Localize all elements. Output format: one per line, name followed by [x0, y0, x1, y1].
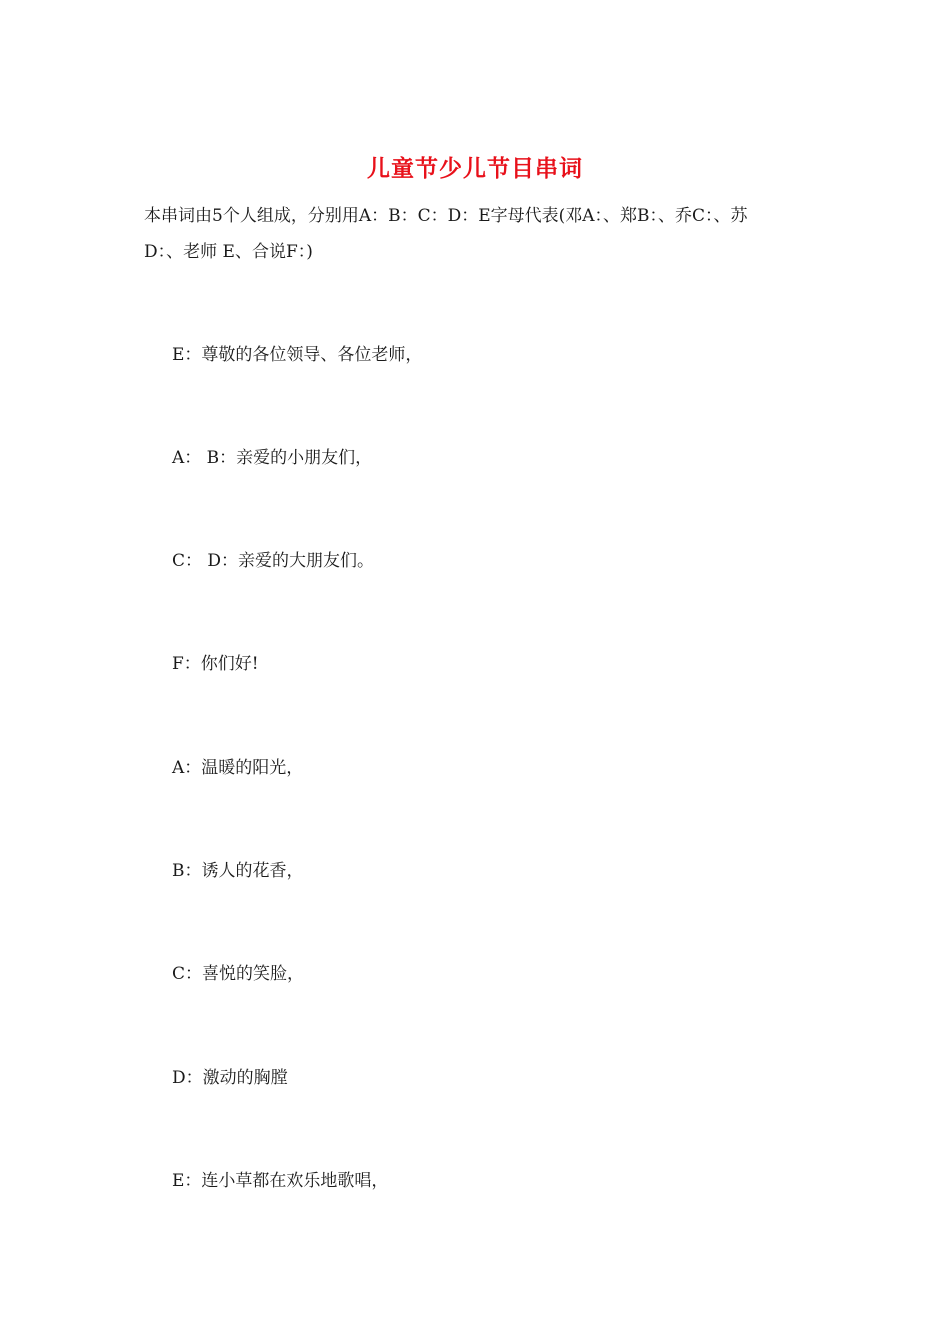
script-line: E：连小草都在欢乐地歌唱， — [172, 1171, 389, 1191]
script-line: A：温暖的阳光， — [172, 758, 304, 778]
document-title: 儿童节少儿节目串词 — [367, 155, 583, 182]
script-line: E：尊敬的各位领导、各位老师， — [172, 345, 423, 365]
script-line: C：喜悦的笑脸， — [172, 964, 305, 984]
script-line: B：诱人的花香， — [172, 861, 304, 881]
intro-paragraph: 本串词由5个人组成，分别用A：B：C：D：E字母代表(邓A：、郑B：、乔C：、苏D：、老师 E、合说F：) — [144, 206, 748, 262]
script-line: C： D：亲爱的大朋友们。 — [172, 551, 375, 571]
script-line: F：你们好! — [172, 654, 259, 674]
script-line: D：激动的胸膛 — [172, 1068, 288, 1088]
script-line: A： B：亲爱的小朋友们， — [172, 448, 373, 468]
